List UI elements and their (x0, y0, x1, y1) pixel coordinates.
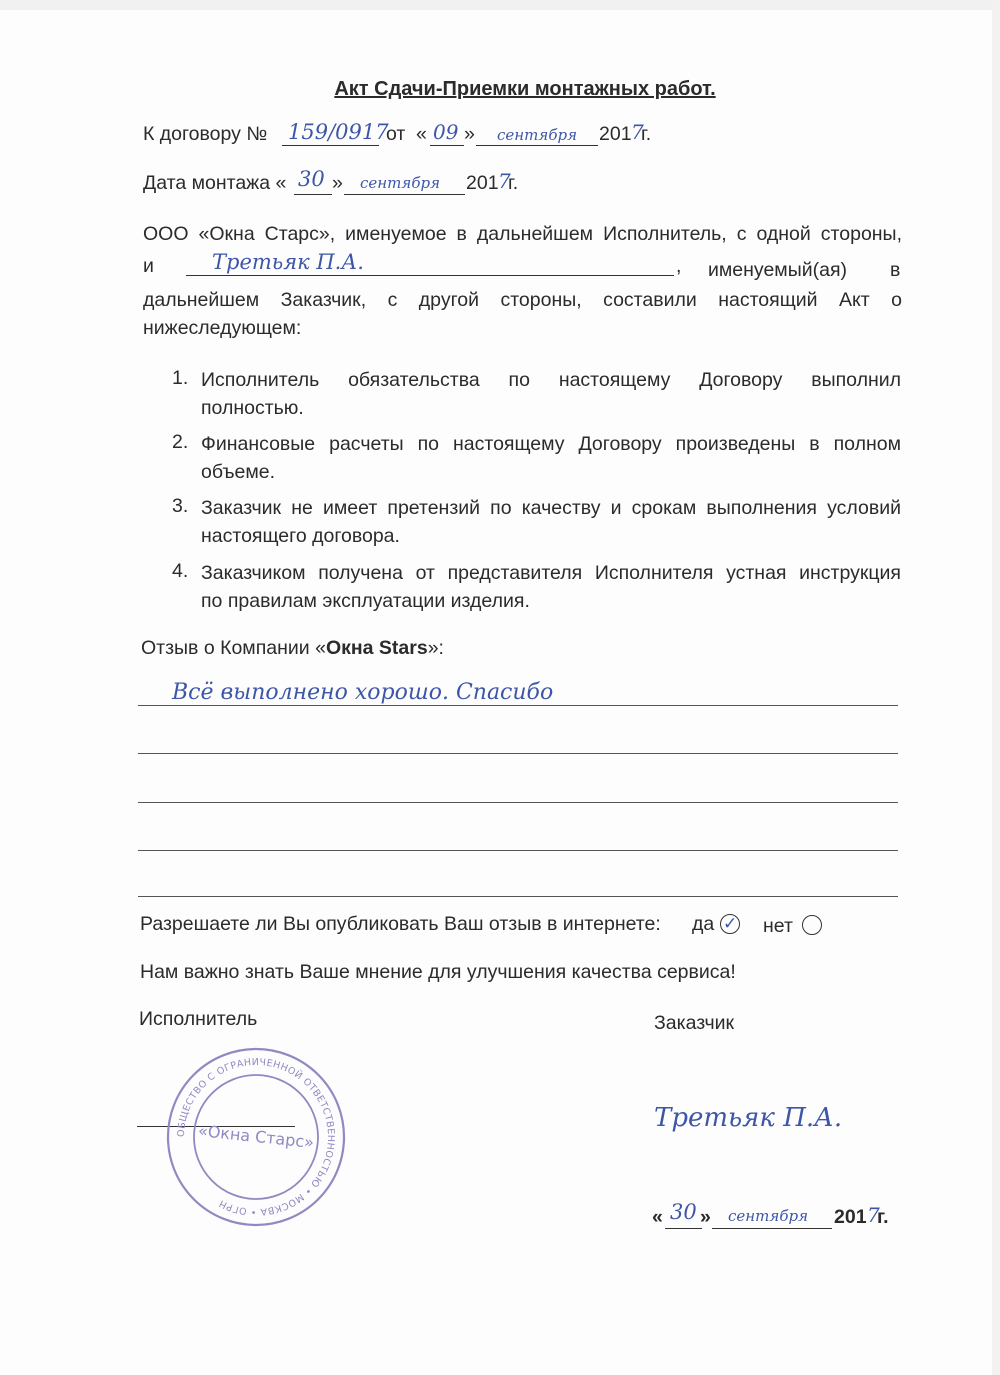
sign-day-underline (665, 1228, 702, 1229)
intro-line-1: ООО «Окна Старс», именуемое в дальнейшем Исполнитель, с одной стороны, (143, 223, 902, 245)
review-line-4 (138, 850, 898, 851)
stamp-center-text: «Окна Старс» (197, 1120, 315, 1153)
item-3-line-2: настоящего договора. (201, 525, 400, 547)
contract-open-quote: « (416, 123, 427, 145)
contract-from-label: от (386, 123, 406, 145)
publish-question: Разрешаете ли Вы опубликовать Ваш отзыв в интернете: (140, 913, 661, 935)
install-month-underline (344, 194, 465, 195)
feedback-note: Нам важно знать Ваше мнение для улучшения качества сервиса! (140, 961, 736, 983)
customer-label: Заказчик (654, 1012, 735, 1034)
item-3-number: 3. (172, 495, 189, 517)
item-4-line-2: по правилам эксплуатации изделия. (201, 590, 530, 612)
install-day-underline (294, 194, 332, 195)
review-line-2 (138, 753, 898, 754)
contract-prefix: К договору № (143, 123, 268, 145)
item-2-number: 2. (172, 431, 189, 453)
customer-signature-text: Третьяк П.А. (654, 1103, 842, 1133)
sign-month-handwritten: сентября (728, 1207, 809, 1225)
contract-number-handwritten: 159/0917 (288, 120, 389, 144)
sign-year-prefix: 201 (834, 1206, 867, 1228)
publish-no-radio[interactable] (802, 915, 822, 935)
scan-edge-right (992, 0, 1000, 1375)
install-year-prefix: 201 (466, 172, 499, 194)
executor-label: Исполнитель (139, 1008, 258, 1030)
review-line-3 (138, 802, 898, 803)
contract-day-underline (430, 145, 464, 146)
scan-edge-top (0, 0, 1000, 10)
company-stamp (165, 1046, 347, 1228)
item-2-line-2: объеме. (201, 461, 276, 483)
review-line-5 (138, 896, 898, 897)
contract-number-underline (282, 145, 379, 146)
item-3-line-1: Заказчик не имеет претензий по качеству и срокам выполнения условий (201, 497, 901, 519)
contract-close-quote: » (464, 123, 475, 145)
check-mark-icon: ✓ (723, 914, 738, 934)
review-line-1 (138, 705, 898, 706)
review-label-company: Окна Stars (325, 637, 428, 659)
publish-no-label: нет (763, 915, 793, 937)
item-4-line-1: Заказчиком получена от представителя Исполнителя устная инструкция (201, 562, 901, 584)
publish-yes-label: да (692, 913, 715, 935)
intro-comma: , (676, 255, 682, 277)
sign-open-quote: « (652, 1206, 663, 1228)
sign-close-quote: » (700, 1206, 711, 1228)
item-1-line-2: полностью. (201, 397, 304, 419)
item-1-number: 1. (172, 367, 189, 389)
intro-line-3: дальнейшем Заказчик, с другой стороны, составили настоящий Акт о (143, 289, 902, 311)
contract-year-prefix: 201 (599, 123, 632, 145)
contract-month-underline (476, 145, 598, 146)
contract-month-handwritten: сентября (497, 126, 578, 144)
item-4-number: 4. (172, 560, 189, 582)
contract-day-handwritten: 09 (433, 120, 459, 144)
sign-year-suffix: г. (877, 1206, 889, 1228)
review-label-suffix: »: (427, 637, 444, 659)
customer-name-underline (186, 275, 674, 276)
sign-year-digit: 7 (867, 1203, 880, 1227)
document-title: Акт Сдачи-Приемки монтажных работ. (334, 78, 716, 100)
install-date-prefix: Дата монтажа « (143, 172, 287, 194)
intro-named: именуемый(ая) (708, 259, 847, 281)
item-1-line-1: Исполнитель обязательства по настоящему Договору выполнил (201, 369, 901, 391)
review-label (141, 636, 444, 660)
install-year-digit: 7 (498, 169, 511, 193)
customer-name-handwritten: Третьяк П.А. (212, 250, 364, 274)
contract-year-suffix: г. (641, 123, 652, 145)
intro-in: в (890, 259, 901, 281)
stamp-ring-text: ОБЩЕСТВО С ОГРАНИЧЕННОЙ ОТВЕТСТВЕННОСТЬЮ • МОСКВА • ОГРН (175, 1056, 337, 1218)
sign-month-underline (712, 1228, 832, 1229)
install-day-handwritten: 30 (298, 167, 325, 191)
intro-and: и (143, 255, 154, 277)
install-month-handwritten: сентября (360, 174, 441, 192)
install-close-quote: » (332, 172, 343, 194)
intro-line-4: нижеследующем: (143, 317, 302, 339)
review-label-prefix: Отзыв о Компании « (141, 637, 326, 659)
item-2-line-1: Финансовые расчеты по настоящему Договору произведены в полном (201, 433, 901, 455)
contract-year-digit: 7 (631, 120, 644, 144)
review-handwritten-text: Всё выполнено хорошо. Спасибо (172, 680, 554, 705)
install-year-suffix: г. (508, 172, 519, 194)
sign-day-handwritten: 30 (670, 1200, 697, 1224)
customer-signature (652, 1090, 842, 1140)
